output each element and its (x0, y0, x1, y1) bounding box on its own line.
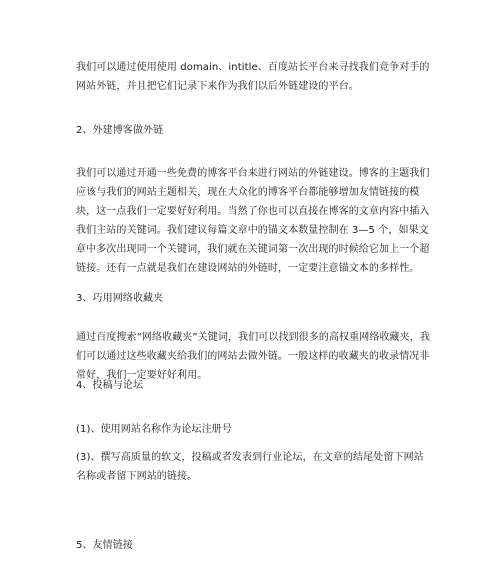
forum-item-3: (3)、撰写高质量的软文，投稿或者发表到行业论坛，在文章的结尾处留下网站名称或者留下网站的链接。 (76, 452, 424, 482)
forum-item-1: (1)、使用网站名称作为论坛注册号 (76, 424, 232, 435)
section-heading-submissions-forums: 4、投稿与论坛 (76, 380, 144, 391)
section-heading-bookmarks: 3、巧用网络收藏夹 (76, 293, 164, 304)
section-heading-friend-links: 5、友情链接 (76, 540, 133, 551)
bookmarks-paragraph: 通过百度搜索“网络收藏夹”关键词，我们可以找到很多的高权重网络收藏夹，我们可以通过这些收藏夹给我们的网站去做外链。一般这样的收藏夹的收录情况非常好，我们一定要好好利用。 (76, 332, 430, 381)
blog-links-paragraph: 我们可以通过开通一些免费的博客平台来进行网站的外链建设。博客的主题我们应该与我们的网站主题相关，现在大众化的博客平台都能够增加友情链接的模块，这一点我们一定要好好利用。当然了你也可以直接在博客的文章内容中插入我们主站的关键词。我们建议每篇文章中的锚文本数量控制在 3—5 个，如果文章中多次出现同一个关键词，我们就在关键词第一次出现的时候给它加上一个超链接。还有一点就是我们在建设网站的外链时，一定要注意锚文本的多样性。 (76, 168, 430, 274)
section-heading-blog-links: 2、外建博客做外链 (76, 125, 164, 136)
intro-paragraph: 我们可以通过使用使用 domain、intitle、百度站长平台来寻找我们竞争对手的网站外链，并且把它们记录下来作为我们以后外链建设的平台。 (76, 62, 430, 92)
